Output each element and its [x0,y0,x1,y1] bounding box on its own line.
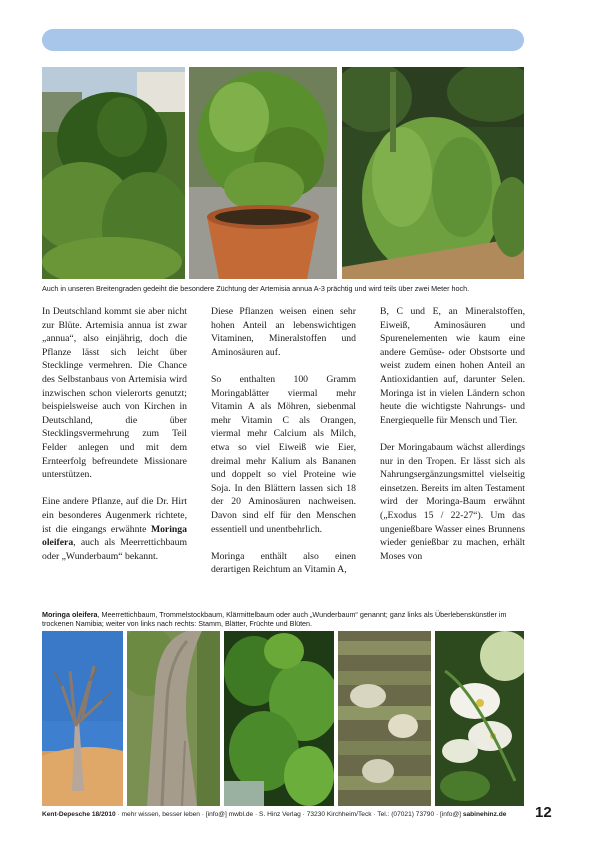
photo-moringa-namibia [42,631,123,806]
text-column-1 [42,305,187,577]
caption-rest: , Meerrettichbaum, Trommelstockbaum, Klärmittelbaum oder auch „Wunderbaum“ genannt; ganz links als Überlebenskünstler im trockenen Namibia; weiter von links nach rechts: Stamm, Blätter, Früchte und Blüten. [42,610,507,628]
header-bar [42,29,524,51]
col1-paragraph-2 [42,495,187,563]
bottom-photo-caption [42,610,526,628]
photo-artemisia-pot [189,67,337,279]
text-column-3 [380,305,525,577]
photo-moringa-trunk [127,631,220,806]
text-column-2 [211,305,356,590]
photo-moringa-flowers [435,631,524,806]
photo-artemisia-garden [42,67,185,279]
moringa-bold-term: Moringa oleifera [42,523,187,549]
photo-artemisia-field [342,67,524,279]
photo-moringa-fruits [338,631,431,806]
footer-publication: Kent-Depesche 18/2010 [42,811,116,818]
footer [42,811,506,818]
page-number: 12 [535,804,552,821]
footer-contact: · mehr wissen, besser leben · [info@] mwbl.de · S. Hinz Verlag · 73230 Kirchheim/Teck · Tel.: (07021) 73790 · [info@] [115,811,463,818]
col3-paragraph-1: B, C und E, an Mineralstoffen, Eiweiß, Aminosäuren und Spurenelementen wie kaum eine andere Gemüse- oder Obstsorte und weist zudem einen hohen Anteil an Antioxidantien auf, darunter Selen. Moringa ist in vielen Ländern schon heute die wichtigste Nahrungs- und Energiequelle für Mensch und Tier. [380,306,525,426]
col3-paragraph-2: Der Moringabaum wächst allerdings nur in den Tropen. Er lässt sich als Nahrungsergänzungsmittel vielseitig einsetzen. Bereits im alten Testament wird der Moringa-Baum erwähnt („Exodus 15 / 22-27“). Um das ungenießbare Wasser eines Brunnens wieder genießbar zu machen, erhält Moses von [380,441,525,562]
top-photo-caption: Auch in unseren Breitengraden gedeiht die besondere Züchtung der Artemisia annua A-3 prächtig und wird teils über zwei Meter hoch. [42,284,470,293]
footer-website: sabinehinz.de [462,811,507,818]
col1-paragraph-2-tail: , auch als Meerrettichbaum oder „Wunderbaum“ bekannt. [42,537,187,562]
col1-paragraph-2-text: Eine andere Pflanze, auf die Dr. Hirt ein besonderes Augenmerk richtete, ist die eingangs erwähnte [42,496,187,535]
col2-paragraph-3: Moringa enthält also einen derartigen Reichtum an Vitamin A, [211,550,356,576]
col1-paragraph-1: In Deutschland kommt sie aber nicht zur Blüte. Artemisia annua ist zwar „annua“, also einjährig, doch die Pflanze lässt sich leicht über Stecklinge vermehren. Die Chance des Selbstanbaus von Artemisia wird inzwischen schon vielerorts genutzt; beispielsweise auch von Kirchen in Deutschland, die über Stecklingsvermehrung zum Teil Felder anlegen und mit dem Ernteerfolg befreundete Missionare unterstützen. [42,306,187,481]
photo-moringa-leaves [224,631,334,806]
col2-paragraph-2: So enthalten 100 Gramm Moringablätter viermal mehr Vitamin A als Möhren, siebenmal mehr Vitamin C als Orangen, viermal mehr Calcium als Milch, etwa so viel Eiweiß wie Eier, dreimal mehr Kalium als Bananen und doppelt so viel Proteine wie Soja. In den Blättern lassen sich 18 der 20 Aminosäuren nachweisen. Davon sind elf für den Menschen essentiell und unentbehrlich. [211,373,356,535]
caption-bold-term: Moringa oleifera [42,610,98,619]
col2-paragraph-1: Diese Pflanzen weisen einen sehr hohen Anteil an lebenswichtigen Vitaminen, Mineralstoffen und Aminosäuren auf. [211,306,356,358]
